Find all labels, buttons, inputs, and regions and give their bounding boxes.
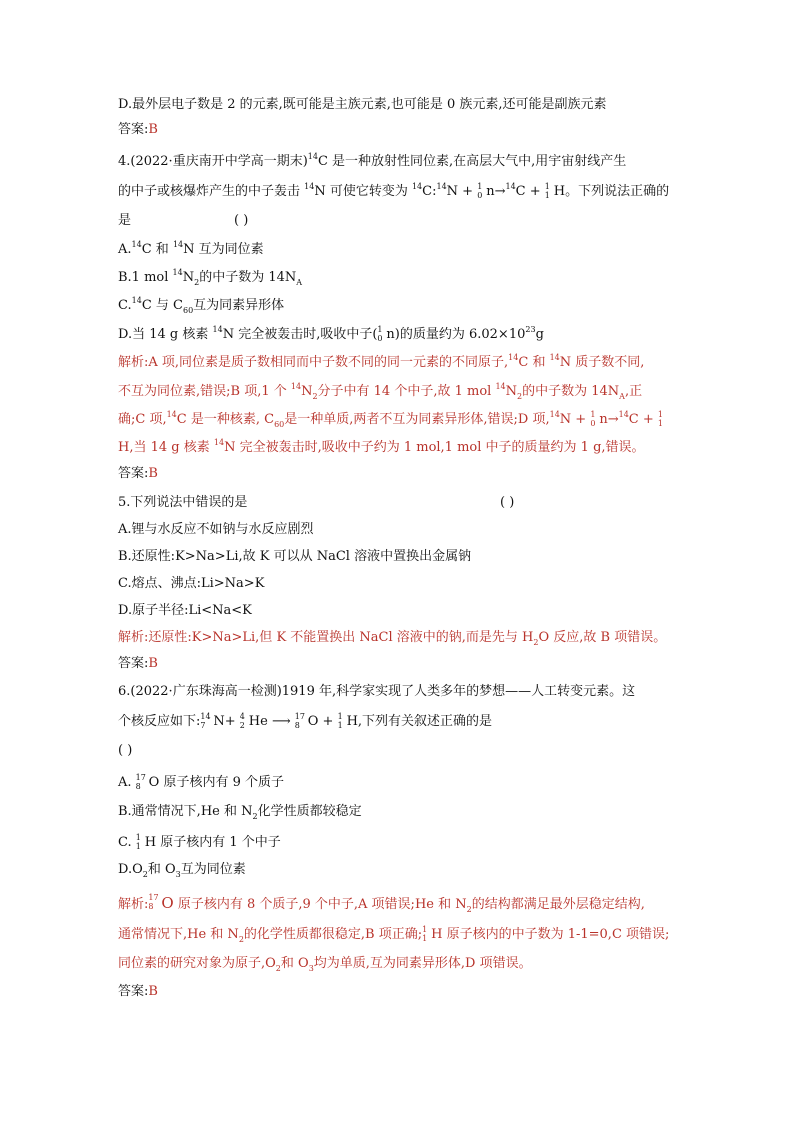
answer-value: B — [148, 122, 158, 137]
q6-option-b: B.通常情况下,He 和 $N_2$化学性质都较稳定 — [118, 804, 362, 821]
q4-option-c: C.$^{14}$C 与 $C_{60}$互为同素异形体 — [118, 296, 285, 315]
q4-explanation-line1: 解析:A 项,同位素是质子数相同而中子数不同的同一元素的不同原子,$^{14}$C 和 $^{14}$N 质子数不同, — [118, 353, 645, 370]
nuclide-notation: 1 1 — [135, 833, 141, 851]
q4-answer: 答案:B — [118, 466, 158, 481]
nuclide-notation: 1 1 — [422, 925, 428, 943]
nuclide-notation: 1 1 — [337, 712, 343, 730]
q4-option-a: A.$^{14}$C 和 $^{14}$N 互为同位素 — [118, 240, 264, 257]
nuclide-notation: 1 1 — [657, 410, 663, 428]
q4-option-d: D.当 14 g 核素 $^{14}$N 完全被轰击时,吸收中子( 1 0 n)的质量约为 $6.02\times 10^{23}g$ — [118, 325, 544, 343]
nuclide-notation: 4 2 — [239, 712, 245, 730]
q6-explanation-line1: 解析: 17 8 O 原子核内有 8 个质子,9 个中子,A 项错误;He 和 $N_2$的结构都满足最外层稳定结构, — [118, 893, 645, 914]
q6-stem-line1: 6.(2022·广东珠海高一检测)1919 年,科学家实现了人类多年的梦想——人工转变元素。这 — [118, 684, 636, 699]
q6-answer-blank: ( ) — [118, 743, 133, 758]
q6-option-d: $D.O_2$和 $O_3$互为同位素 — [118, 862, 246, 879]
nuclide-notation: 1 0 — [590, 410, 596, 428]
q4-explanation-line3: 确;C 项,$^{14}$C 是一种核素, $C_{60}$是一种单质,两者不互为同素异形体,错误;D 项,$^{14}$N + 1 0 n→$^{14}$C + 1 1 — [118, 410, 667, 430]
q6-option-a: A. 17 8 O 原子核内有 9 个质子 — [118, 773, 284, 791]
answer-value: B — [148, 656, 158, 671]
q5-explanation: 解析:还原性:K>Na>Li,但 K 不能置换出 NaCl 溶液中的钠,而是先与 $H_2O$ 反应,故 B 项错误。 — [118, 630, 667, 647]
q3-option-d: D.最外层电子数是 2 的元素,既可能是主族元素,也可能是 0 族元素,还可能是副族元素 — [118, 97, 607, 112]
nuclide-notation: 17 8 — [294, 712, 305, 730]
answer-value: B — [148, 984, 158, 999]
q5-option-b: B.还原性:K>Na>Li,故 K 可以从 NaCl 溶液中置换出金属钠 — [118, 549, 472, 564]
q6-option-c: C. 1 1 H 原子核内有 1 个中子 — [118, 833, 281, 851]
nuclide-notation: 17 8 — [135, 773, 146, 791]
q4-explanation-line2: 不互为同位素,错误;B 项,1 个 $^{14}N_2$分子中有 14 个中子,故 1 mol $^{14}N_2$的中子数为 $14N_A$,正 — [118, 382, 643, 401]
q5-option-c: C.熔点、沸点:Li>Na>K — [118, 576, 265, 591]
q4-stem-line3: 是 ( ) — [118, 211, 131, 231]
q4-stem-line2: 的中子或核爆炸产生的中子轰击 $^{14}$N 可使它转变为 $^{14}$C:$^{14}$N + 1 0 n→$^{14}$C + 1 1 H。下列说法正确的 — [118, 182, 670, 200]
q5-option-d: D.原子半径:Li<Na<K — [118, 603, 252, 618]
q4-explanation-line4: H,当 14 g 核素 $^{14}$N 完全被轰击时,吸收中子约为 1 mol,1 mol 中子的质量约为 1 g,错误。 — [118, 438, 645, 455]
nuclide-notation: 1 1 — [544, 182, 550, 200]
answer-blank: ( ) — [234, 213, 249, 228]
nuclide-notation: 17 8 — [148, 893, 159, 911]
nuclide-notation: 1 0 — [477, 182, 483, 200]
answer-blank: ( ) — [500, 495, 515, 510]
nuclide-notation: 14 7 — [200, 712, 211, 730]
q6-explanation-line2: 通常情况下,He 和 $N_2$的化学性质都很稳定,B 项正确; 1 1 H 原子核内的中子数为 1-1=0,C 项错误; — [118, 925, 670, 944]
q3-answer: 答案:B — [118, 122, 158, 137]
q5-option-a: A.锂与水反应不如钠与水反应剧烈 — [118, 522, 314, 537]
q6-answer: 答案:B — [118, 984, 158, 999]
q6-explanation-line3: 同位素的研究对象为原子$,O_2$和 $O_3$均为单质,互为同素异形体,D 项错误。 — [118, 956, 532, 973]
nuclide-notation: 1 0 — [377, 325, 383, 343]
q5-answer: 答案:B — [118, 656, 158, 671]
q4-stem-line1: 4.(2022·重庆南开中学高一期末)$^{14}$C 是一种放射性同位素,在高层大气中,用宇宙射线产生 — [118, 152, 627, 169]
q4-option-b: B.1 mol $^{14}N_2$的中子数为 $14N_A$ — [118, 268, 303, 287]
q6-stem-line2: 个核反应如下: 14 7 N+ 4 2 He ⟶ 17 8 O + 1 1 H,下列有关叙述正确的是 — [118, 712, 493, 730]
answer-value: B — [148, 466, 158, 481]
q5-stem: 5.下列说法中错误的是 ( ) — [118, 493, 247, 513]
